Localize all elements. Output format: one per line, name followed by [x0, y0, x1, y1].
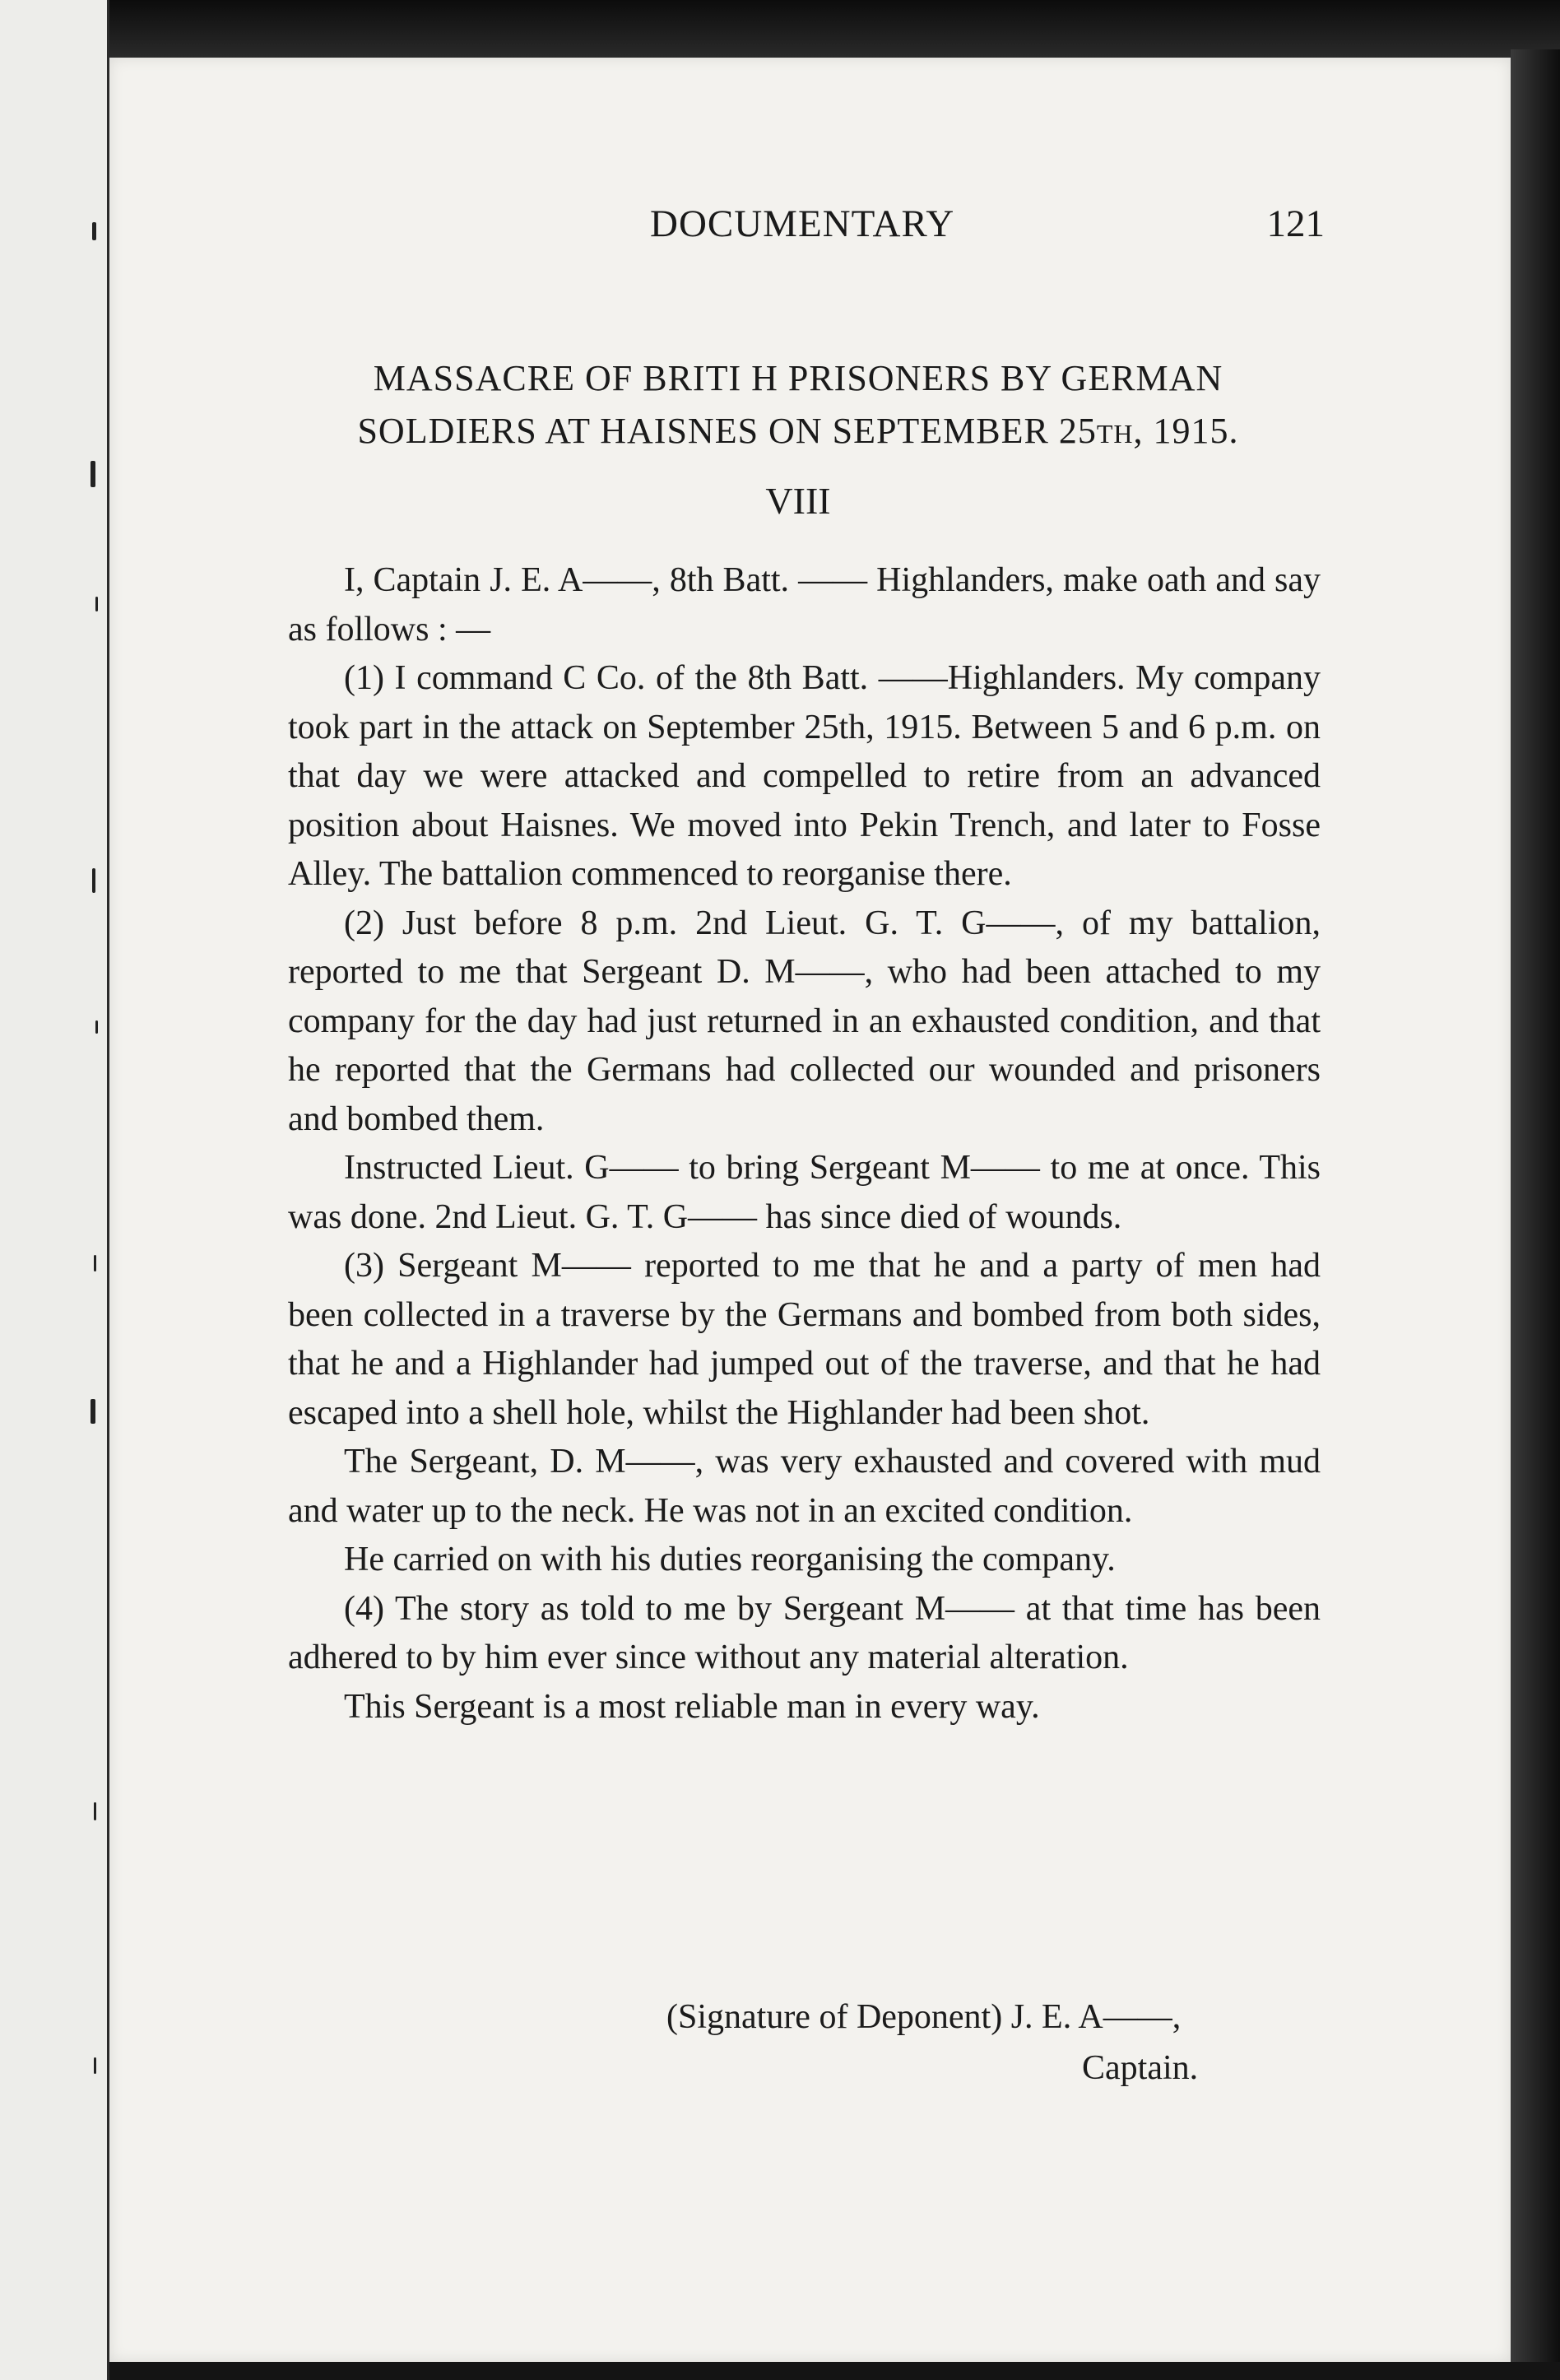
- scan-left-margin: [0, 0, 109, 2380]
- paragraph-3-duties: He carried on with his duties reorganising the company.: [344, 1541, 1116, 1578]
- page-number: 121: [1266, 202, 1325, 245]
- paragraph-3-continued: The Sergeant, D. M——, was very exhausted and covered with mud and water up to the neck. He was not in an excited condition.: [288, 1443, 1321, 1530]
- running-head: DOCUMENTARY: [650, 202, 955, 245]
- title-line-1: MASSACRE OF BRITI H PRISONERS BY GERMAN: [373, 358, 1223, 398]
- signature-block: [666, 1992, 1325, 2094]
- paragraph-2: (2) Just before 8 p.m. 2nd Lieut. G. T. G——, of my battalion, reported to me that Sergeant D. M——, who had been attached to my company for the day had just returned in an exhausted condition, and that he reported that the Germans had collected our wounded and prisoners and bombed them.: [288, 904, 1321, 1138]
- page-header: [650, 202, 1325, 251]
- title-line-2-main: SOLDIERS AT HAISNES ON SEPTEMBER 25: [357, 411, 1097, 451]
- title-ordinal-suffix: TH: [1096, 419, 1134, 449]
- paragraph-3: (3) Sergeant M—— reported to me that he and a party of men had been collected in a traverse by the Germans and bombed from both sides, that he and a Highlander had jumped out of the traverse, and that he had escaped into a shell hole, whilst the Highlander had been shot.: [288, 1247, 1321, 1432]
- paragraph-oath: I, Captain J. E. A——, 8th Batt. —— Highlanders, make oath and say as follows : —: [288, 561, 1321, 648]
- paragraph-1: (1) I command C Co. of the 8th Batt. ——Highlanders. My company took part in the attack on September 25th, 1915. Between 5 and 6 p.m. on that day we were attacked and compelled to retire from an advanced position about Haisnes. We moved into Pekin Trench, and later to Fosse Alley. The battalion commenced to reorganise there.: [288, 659, 1321, 893]
- body-text: [288, 556, 1321, 1732]
- document-title: [272, 352, 1325, 460]
- title-line-2-end: , 1915.: [1133, 411, 1239, 451]
- paragraph-2-continued: Instructed Lieut. G—— to bring Sergeant M—— to me at once. This was done. 2nd Lieut. G. T. G—— has since died of wounds.: [288, 1149, 1321, 1236]
- deponent-signature: (Signature of Deponent) J. E. A——,: [666, 1998, 1182, 2036]
- title-line-2: [272, 405, 1325, 460]
- paragraph-4: (4) The story as told to me by Sergeant M—— at that time has been adhered to by him ever since without any material alteration.: [288, 1589, 1321, 1676]
- deponent-rank: Captain.: [1082, 2049, 1199, 2087]
- scan-top-edge: [0, 0, 1560, 58]
- scan-bottom-edge: [109, 2362, 1560, 2380]
- scan-right-edge: [1511, 49, 1560, 2380]
- paragraph-4-reliability: This Sergeant is a most reliable man in every way.: [344, 1687, 1040, 1726]
- section-number: VIII: [765, 480, 831, 522]
